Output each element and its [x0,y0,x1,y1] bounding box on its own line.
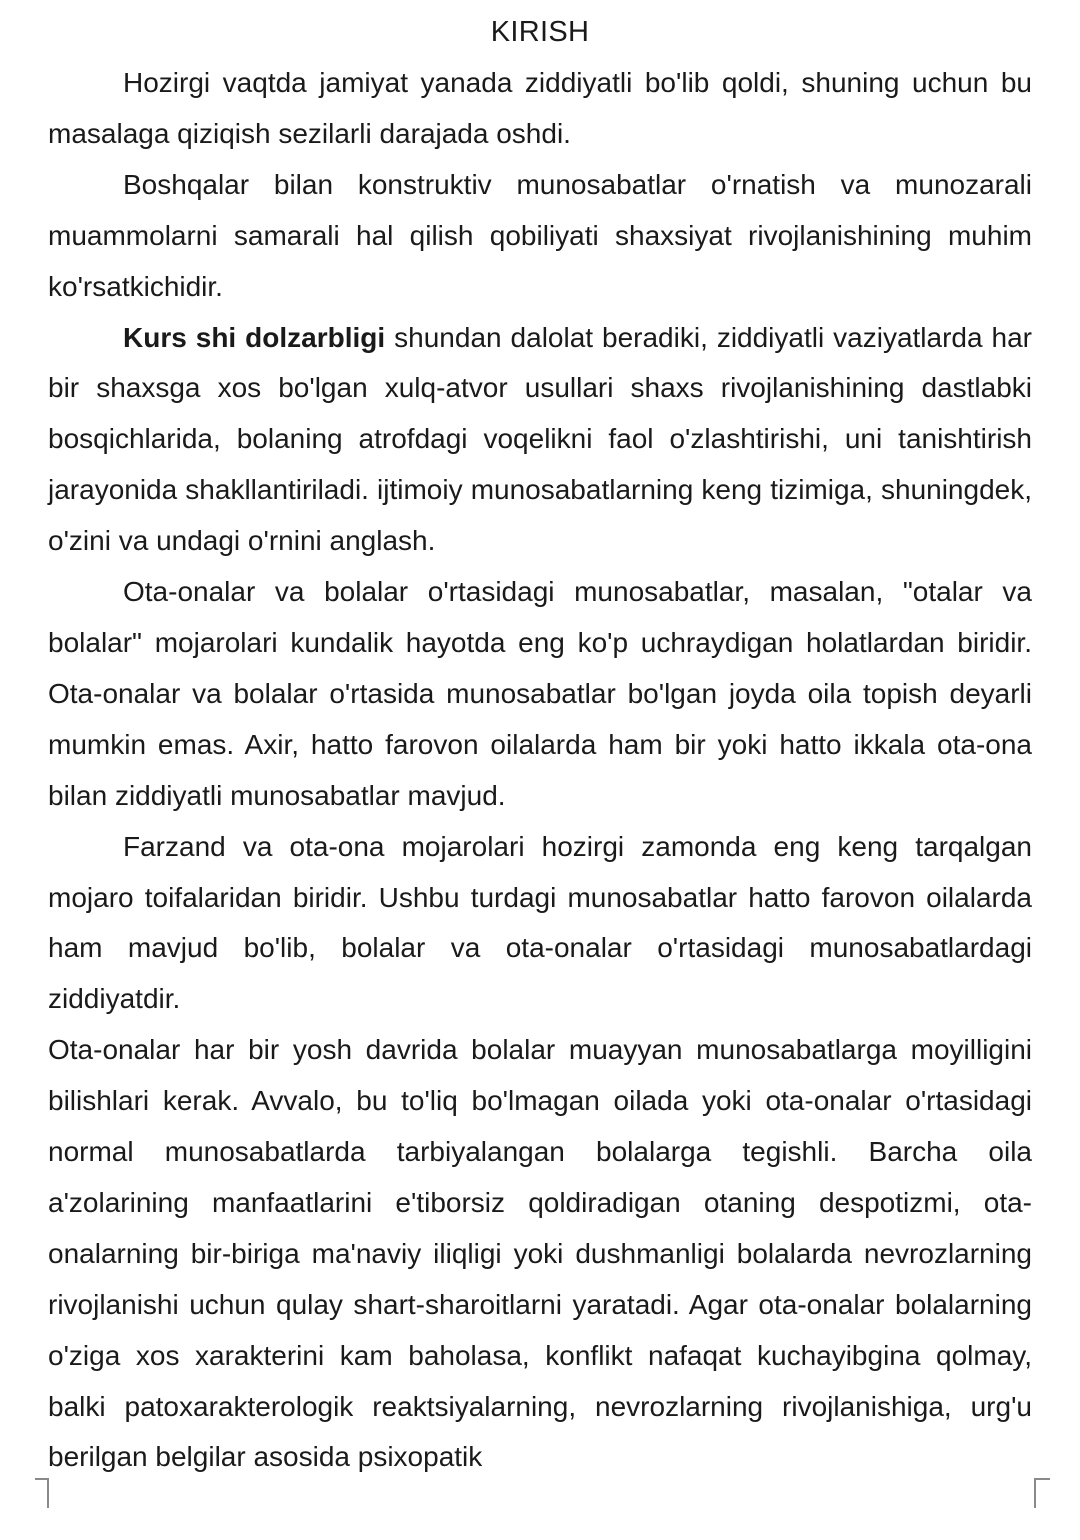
relevance-heading: Kurs shi dolzarbligi [123,321,386,353]
paragraph-parent-child-relations: Ota-onalar va bolalar o'rtasidagi munosabatlar, masalan, "otalar va bolalar" mojarolari kundalik hayotda eng ko'p uchraydigan holatlardan biridir. Ota-onalar va bolalar o'rtasida munosabatlar bo'lgan joyda oila topish deyarli mumkin emas. Axir, hatto farovon oilalarda ham bir yoki hatto ikkala ota-ona bilan ziddiyatli munosabatlar mavjud. [48,576,1032,811]
paragraph-age-periods: Ota-onalar har bir yosh davrida bolalar muayyan munosabatlarga moyilligini bilishlari kerak. Avvalo, bu to'liq bo'lmagan oilada yoki ota-onalar o'rtasidagi normal munosabatlarda tarbiyalangan bolalarga tegishli. Barcha oila a'zolarining manfaatlarini e'tiborsiz qoldiradigan otaning despotizmi, ota-onalarning bir-biriga ma'naviy iliqligi yoki dushmanligi bolalarda nevrozlarning rivojlanishi uchun qulay shart-sharoitlarni yaratadi. Agar ota-onalar bolalarning o'ziga xos xarakterini kam baholasa, konflikt nafaqat kuchayibgina qolmay, balki patoxarakterologik reaktsiyalarning, nevrozlarning rivojlanishiga, urg'u berilgan belgilar asosida psixopatik [48,1034,1032,1473]
document-title: KIRISH [490,16,590,48]
paragraph-relevance [48,313,1032,568]
relevance-text: shundan dalolat beradiki, ziddiyatli vaziyatlarda har bir shaxsga xos bo'lgan xulq-atvor usullari shaxs rivojlanishining dastlabki bosqichlarida, bolaning atrofdagi voqelikni faol o'zlashtirishi, uni tanishtirish jarayonida shakllantiriladi. ijtimoiy munosabatlarning keng tizimiga, shuningdek, o'zini va undagi o'rnini anglash. [48,321,1032,557]
paragraph-constructive-relations: Boshqalar bilan konstruktiv munosabatlar o'rnatish va munozarali muammolarni samarali hal qilish qobiliyati shaxsiyat rivojlanishining muhim ko'rsatkichidir. [48,168,1032,302]
page-corner-marker-left [35,1478,49,1508]
document-body [48,58,1032,1483]
paragraph-intro: Hozirgi vaqtda jamiyat yanada ziddiyatli bo'lib qoldi, shuning uchun bu masalaga qiziqish sezilarli darajada oshdi. [48,67,1032,149]
paragraph-conflict-categories: Farzand va ota-ona mojarolari hozirgi zamonda eng keng tarqalgan mojaro toifalaridan biridir. Ushbu turdagi munosabatlar hatto farovon oilalarda ham mavjud bo'lib, bolalar va ota-onalar o'rtasidagi munosabatlardagi ziddiyatdir. [48,830,1032,1015]
page-corner-marker-right [1034,1478,1050,1508]
